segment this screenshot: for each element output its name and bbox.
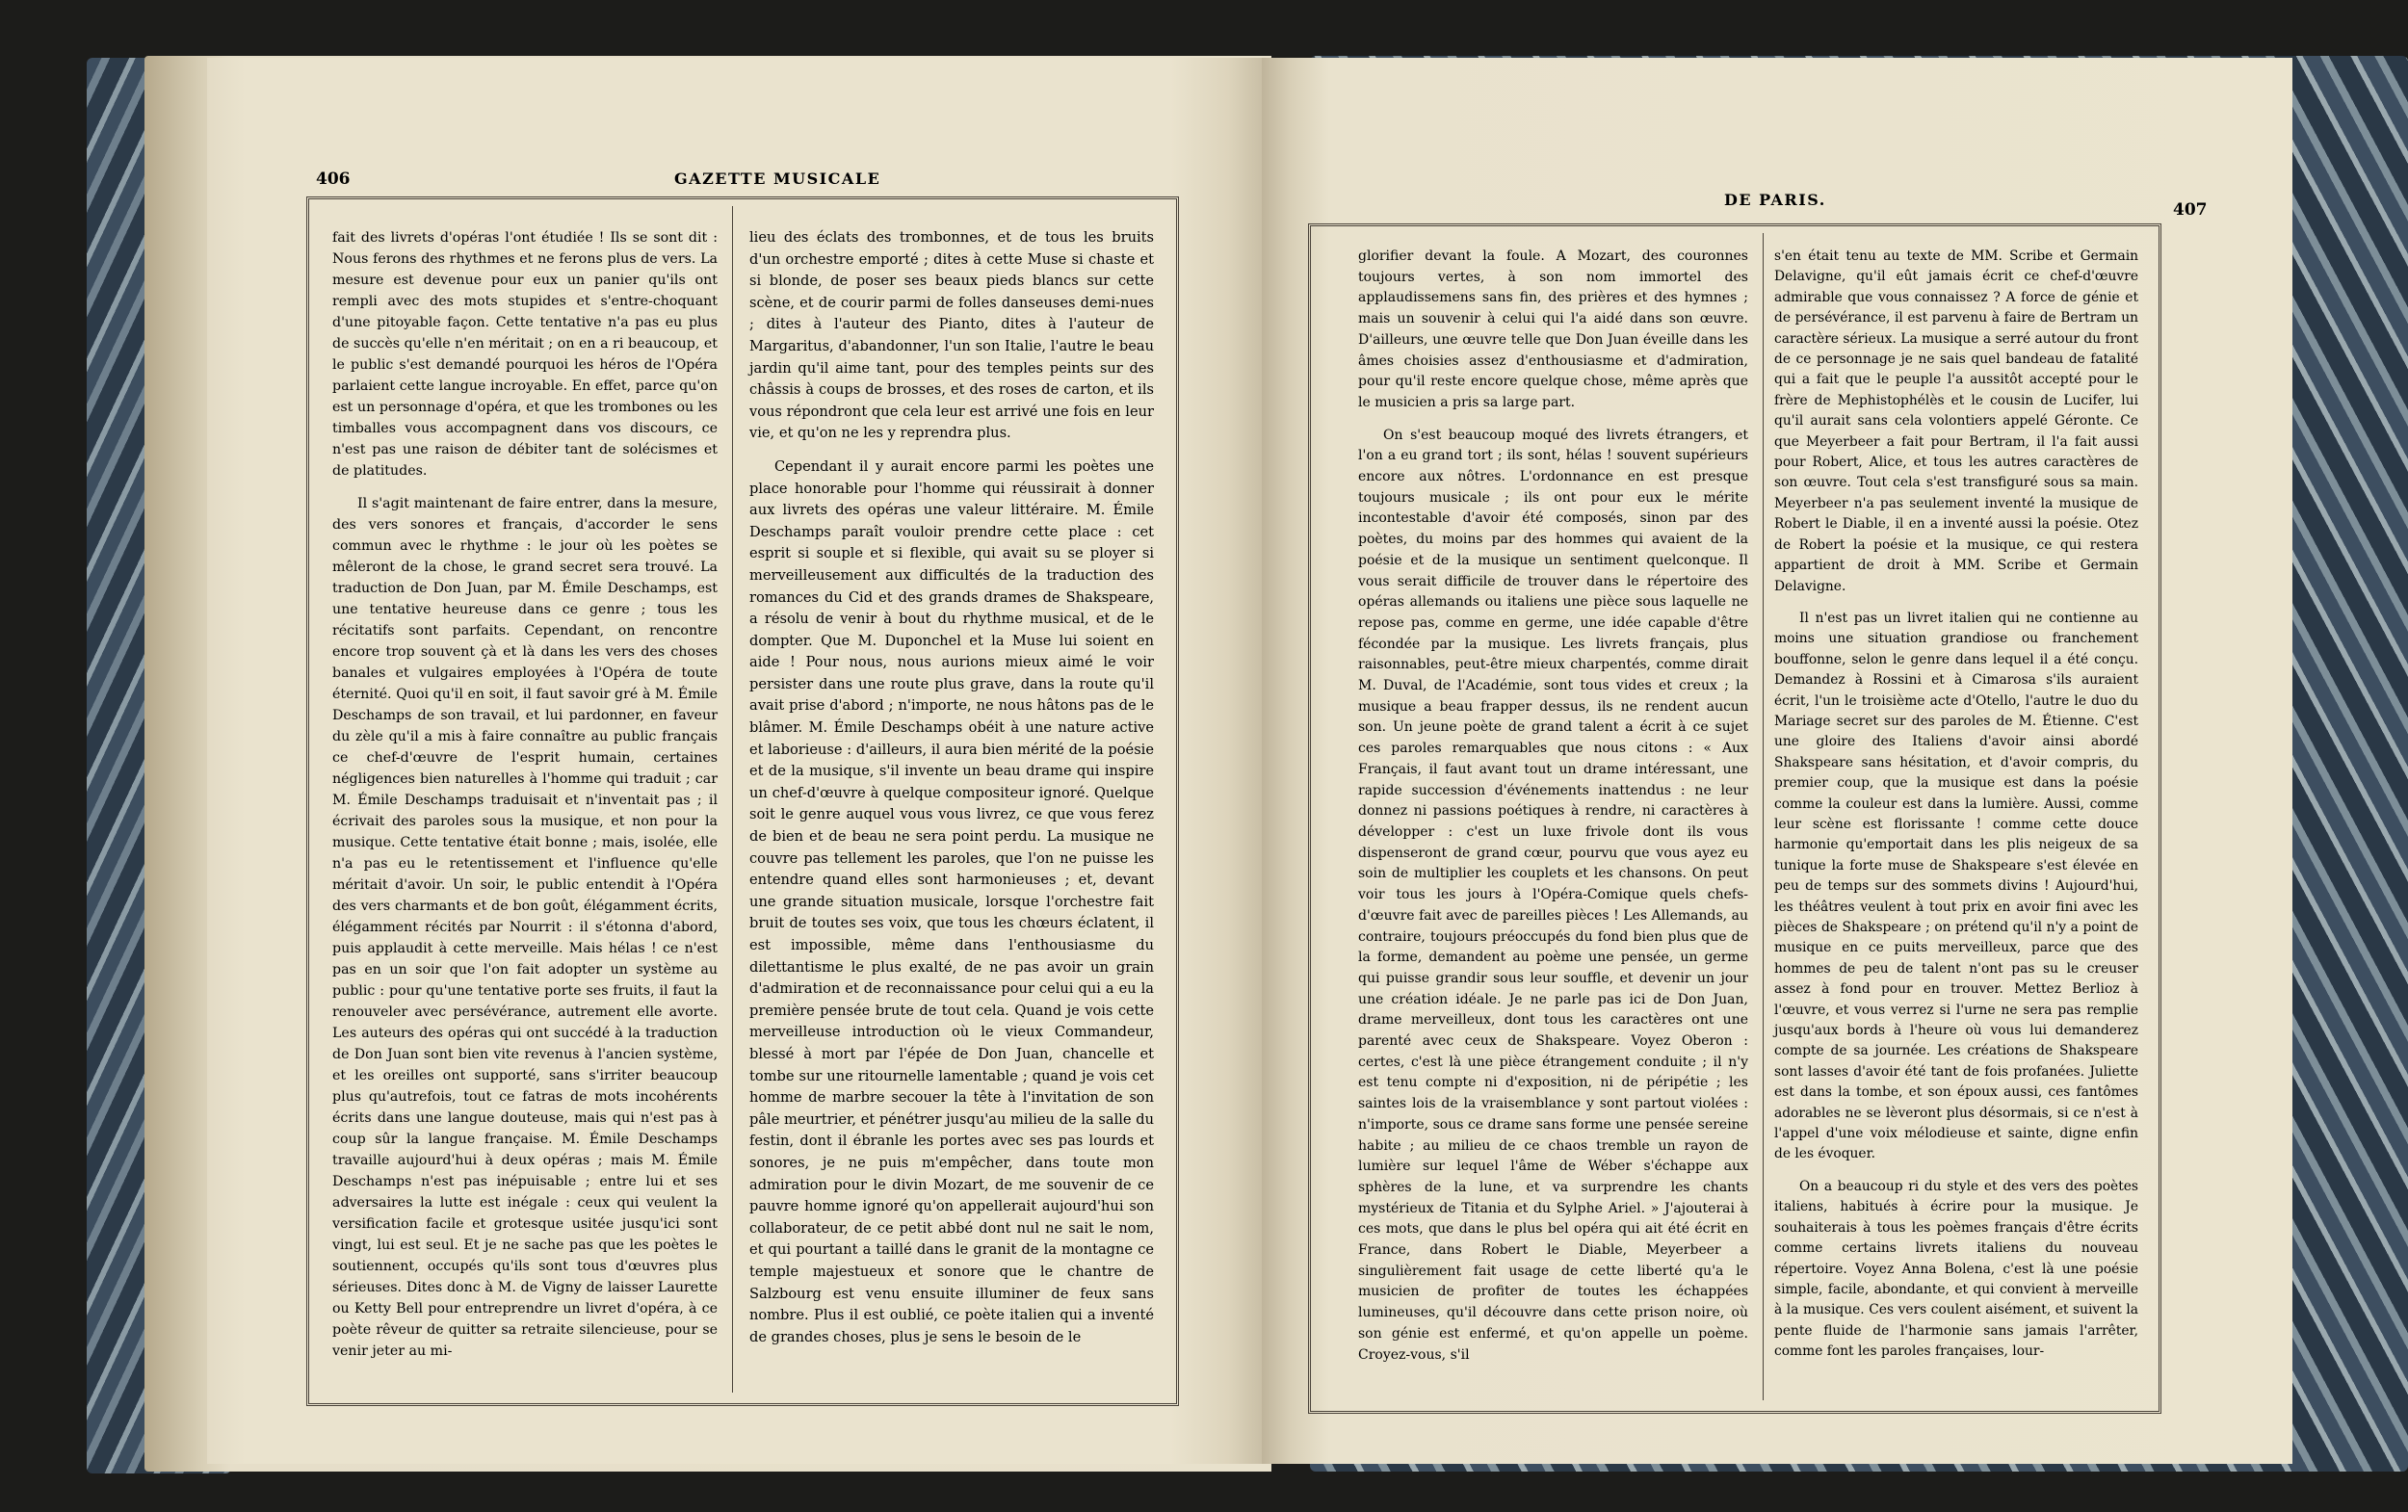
paragraph: On a beaucoup ri du style et des vers des poètes italiens, habitués à écrire pour la musique. Je souhaiterais à tous les poèmes français d'être écrits comme certains livrets italiens du nouveau répertoire. Voyez Anna Bolena, c'est là une poésie simple, facile, abondante, et qui convient à merveille à la musique. Ces vers coulent aisément, et suivent la pente fluide de l'harmonie sans jamais l'arrêter, comme font les paroles françaises, lour- [1774,1178,2138,1360]
right-column-2 [1774,247,2138,1374]
left-column-2 [749,227,1154,1360]
left-running-head: GAZETTE MUSICALE [674,169,881,188]
left-column-divider [732,206,733,1393]
paragraph: Il s'agit maintenant de faire entrer, dans la mesure, des vers sonores et français, d'accorder le sens commun avec le rhythme : le jour où les poètes se mêleront de la chose, le grand secret sera trouvé. La traduction de Don Juan, par M. Émile Deschamps, est une tentative heureuse dans ce genre ; tous les récitatifs sont parfaits. Cependant, on rencontre encore trop souvent çà et là dans les vers des choses banales et vulgaires employées à l'Opéra de toute éternité. Quoi qu'il en soit, il faut savoir gré à M. Émile Deschamps de son travail, et lui pardonner, en faveur du zèle qu'il a mis à faire connaître au public français ce chef-d'œuvre de l'esprit humain, certaines négligences bien naturelles à l'homme qui traduit ; car M. Émile Deschamps traduisait et n'inventait pas ; il écrivait des paroles sous la musique, et non pour la musique. Cette tentative était bonne ; mais, isolée, elle n'a pas eu le retentissement et l'influence qu'elle méritait d'avoir. Un soir, le public entendit à l'Opéra des vers charmants et de bon goût, élégamment écrits, élégamment récités par Nourrit : il s'étonna d'abord, puis applaudit à cette merveille. Mais hélas ! ce n'est pas en un soir que l'on fait adopter un système au public : pour qu'une tentative porte ses fruits, il faut la renouveler avec persévérance, autrement elle avorte. Les auteurs des opéras qui ont succédé à la traduction de Don Juan sont bien vite revenus à l'ancien système, et les oreilles ont supporté, sans s'irriter beaucoup plus qu'autrefois, tout ce fatras de mots incohérents écrits dans une langue douteuse, mais qui n'est pas à coup sûr la langue française. M. Émile Deschamps travaille aujourd'hui à deux opéras ; mais M. Émile Deschamps n'est pas inépuisable ; entre lui et ses adversaires la lutte est inégale : ceux qui veulent la versification facile et grotesque usitée jusqu'ici sont vingt, lui est seul. Et je ne sache pas que les poètes le soutiennent, occupés qu'ils sont tous d'œuvres plus sérieuses. Dites donc à M. de Vigny de laisser Laurette ou Ketty Bell pour entreprendre un livret d'opéra, à ce poète rêveur de quitter sa retraite silencieuse, pour se venir jeter au mi- [332,496,718,1359]
paragraph: lieu des éclats des trombonnes, et de tous les bruits d'un orchestre emporté ; dites à cette Muse si chaste et si blonde, de poser ses beaux pieds blancs sur cette scène, et de courir parmi de folles danseuses demi-nues ; dites à l'auteur des Pianto, dites à l'auteur de Margaritus, d'abandonner, l'un son Italie, l'autre le beau jardin qu'il aime tant, pour des temples peints sur des châssis à coups de brosses, et des roses de carton, et ils vous répondront que cela leur est arrivé une fois en leur vie, et qu'on ne les y reprendra plus. [749,229,1154,442]
paragraph: Il n'est pas un livret italien qui ne contienne au moins une situation grandiose ou franchement bouffonne, selon le genre dans lequel il a été conçu. Demandez à Rossini et à Cimarosa s'ils auraient écrit, l'un le troisième acte d'Otello, l'autre le duo du Mariage secret sur des paroles de M. Étienne. C'est une gloire des Italiens d'avoir ainsi abordé Shakspeare sans hésitation, et d'avoir compris, du premier coup, que la musique est dans la poésie comme la couleur est dans la lumière. Aussi, comme leur scène est florissante ! comme cette douce harmonie qu'emportait dans les plis neigeux de sa tunique la forte muse de Shakspeare s'est élevée en peu de temps sur des sommets divins ! Aujourd'hui, les théâtres veulent à tout prix en avoir fini avec les pièces de Shakspeare ; on prétend qu'il n'y a point de musique en ce puits merveilleux, parce que des hommes de peu de talent n'ont pas su le creuser assez à fond pour en trouver. Mettez Berlioz à l'œuvre, et vous verrez si l'urne ne sera pas remplie jusqu'aux bords à l'heure où vous lui demanderez compte de sa journée. Les créations de Shakspeare sont lasses d'avoir été tant de fois profanées. Juliette est dans la tombe, et son époux aussi, ces fantômes adorables ne se lèveront plus désormais, si ce n'est à l'appel d'une voix mélodieuse et sainte, digne enfin de les évoquer. [1774,610,2138,1162]
right-running-head: DE PARIS. [1724,191,1826,209]
right-page-number: 407 [2173,200,2208,220]
paragraph: fait des livrets d'opéras l'ont étudiée ! Ils se sont dit : Nous ferons des rhythmes et ne ferons plus de vers. La mesure est devenue pour eux un panier qu'ils ont rempli avec des mots stupides et s'entre-choquant d'une pitoyable façon. Cette tentative n'a pas eu plus de succès qu'elle n'en méritait ; on en a ri beaucoup, et le public s'est demandé pourquoi les héros de l'Opéra parlaient cette langue incroyable. En effet, parce qu'on est un personnage d'opéra, et que les trombones ou les timballes vous accompagnent dans vos discours, ce n'est pas une raison de débiter tant de solécismes et de platitudes. [332,230,718,479]
left-page-number: 406 [316,169,351,189]
paragraph: On s'est beaucoup moqué des livrets étrangers, et l'on a eu grand tort ; ils sont, hélas ! souvent supérieurs encore aux nôtres. L'ordonnance en est presque toujours musicale ; ils ont pour eux le mérite incontestable d'avoir été composés, sinon par des poètes, du moins par des hommes qui avaient de la poésie et de la musique un sentiment quelconque. Il vous serait difficile de trouver dans le répertoire des opéras allemands ou italiens une pièce sous laquelle ne repose pas, comme en germe, une idée capable d'être fécondée par la musique. Les livrets français, plus raisonnables, peut-être mieux charpentés, comme dirait M. Duval, de l'Académie, sont tous vides et creux ; la musique a beau frapper dessus, ils ne rendent aucun son. Un jeune poète de grand talent a écrit à ce sujet ces paroles remarquables que nous citons : « Aux Français, il faut avant tout un drame intéressant, une rapide succession d'événements inattendus : ne leur donnez ni passions poétiques à rendre, ni caractères à développer : c'est un luxe frivole dont ils vous dispenseront de grand cœur, pourvu que vous ayez eu soin de multiplier les couplets et les chansons. On peut voir tous les jours à l'Opéra-Comique quels chefs-d'œuvre fait avec de pareilles pièces ! Les Allemands, au contraire, toujours préoccupés du fond bien plus que de la forme, demandent au poème une pensée, un germe qui puisse grandir sous leur souffle, et devenir un jour une création idéale. Je ne parle pas ici de Don Juan, drame merveilleux, dont tous les caractères ont une parenté avec ceux de Shakspeare. Voyez Oberon : certes, c'est là une pièce étrangement conduite ; il n'y est tenu compte ni d'exposition, ni de péripétie ; les saintes lois de la vraisemblance y sont partout violées : n'importe, sous ce drame sans forme une pensée sereine habite ; au milieu de ce chaos tremble un rayon de lumière sur lequel l'âme de Wéber s'échappe aux sphères de la lune, et va surprendre les chants mystérieux de Titania et du Sylphe Ariel. » J'ajouterai à ces mots, que dans le plus bel opéra qui ait été écrit en France, dans Robert le Diable, Meyerbeer a singulièrement fait usage de cette liberté qu'a le musicien de profiter de toutes les échappées lumineuses, qu'il découvre dans cette prison noire, où son génie est enfermé, et qu'on appelle un poème. Croyez-vous, s'il [1358,427,1748,1363]
paragraph: Cependant il y aurait encore parmi les poètes une place honorable pour l'homme qui réussirait à donner aux livrets des opéras une valeur littéraire. M. Émile Deschamps paraît vouloir prendre cette place : cet esprit si souple et si flexible, qui avait su se ployer si merveilleusement aux difficultés de la traduction des romances du Cid et des grands drames de Shakspeare, a résolu de venir à bout du rhythme musical, et de le dompter. Que M. Duponchel et la Muse lui soient en aide ! Pour nous, nous aurions mieux aimé le voir persister dans une route plus grave, dans la route qu'il avait prise d'abord ; n'importe, ne nous hâtons pas de le blâmer. M. Émile Deschamps obéit à une nature active et laborieuse : d'ailleurs, il aura bien mérité de la poésie et de la musique, s'il invente un beau drame qui inspire un chef-d'œuvre à quelque compositeur ignoré. Quelque soit le genre auquel vous vous livrez, ce que vous ferez de bien et de beau ne sera point perdu. La musique ne couvre pas tellement les paroles, que l'on ne puisse les entendre quand elles sont harmonieuses ; et, devant une grande situation musicale, lorsque l'orchestre fait bruit de toutes ses voix, que tous les chœurs éclatent, il est impossible, même dans l'enthousiasme du dilettantisme le plus exalté, de ne pas avoir un grain d'admiration et de reconnaissance pour celui qui a eu la première pensée brute de tout cela. Quand je vois cette merveilleuse introduction où le vieux Commandeur, blessé à mort par l'épée de Don Juan, chancelle et tombe sur une ritournelle lamentable ; quand je vois cet homme de marbre secouer la tête à l'invitation de son pâle meurtrier, et pénétrer jusqu'au milieu de la salle du festin, dont il ébranle les portes avec ses pas lourds et sonores, je ne puis m'empêcher, dans toute mon admiration pour le divin Mozart, de me souvenir de ce pauvre homme ignoré qu'on appellerait aujourd'hui son collaborateur, de ce petit abbé dont nul ne sait le nom, et qui pourtant a taillé dans le granit de la montagne ce temple majestueux et sonore que le chantre de Salzbourg est venu ensuite illuminer de feux sans nombre. Plus il est oublié, ce poète italien qui a inventé de grandes choses, plus je sens le besoin de le [749,457,1154,1345]
right-column-1 [1358,247,1748,1377]
paragraph: s'en était tenu au texte de MM. Scribe et Germain Delavigne, qu'il eût jamais écrit ce chef-d'œuvre admirable que vous connaissez ? A force de génie et de persévérance, il est parvenu à faire de Bertram un caractère sérieux. La musique a serré autour du front de ce personnage je ne sais quel bandeau de fatalité qui a fait que le peuple l'a aussitôt accepté pour le frère de Mephistophélès et le cousin de Lucifer, lui qu'il aurait sans cela volontiers appelé Géronte. Ce que Meyerbeer a fait pour Bertram, il l'a fait aussi pour Robert, Alice, et tous les autres caractères de son œuvre. Tout cela s'est transfiguré sous sa main. Meyerbeer n'a pas seulement inventé la musique de Robert le Diable, il en a inventé aussi la poésie. Otez de Robert la poésie et la musique, ce qui restera appartient de droit à MM. Scribe et Germain Delavigne. [1774,248,2138,594]
right-column-divider [1763,233,1764,1400]
paragraph: glorifier devant la foule. A Mozart, des couronnes toujours vertes, à son nom immortel des applaudissemens sans fin, des prières et des hymnes ; mais un souvenir à celui qui l'a aidé dans son œuvre. D'ailleurs, une œuvre telle que Don Juan éveille dans les âmes choisies assez d'enthousiasme et d'admiration, pour qu'il reste encore quelque chose, même après que le musicien a pris sa large part. [1358,248,1748,410]
left-column-1 [332,227,718,1373]
